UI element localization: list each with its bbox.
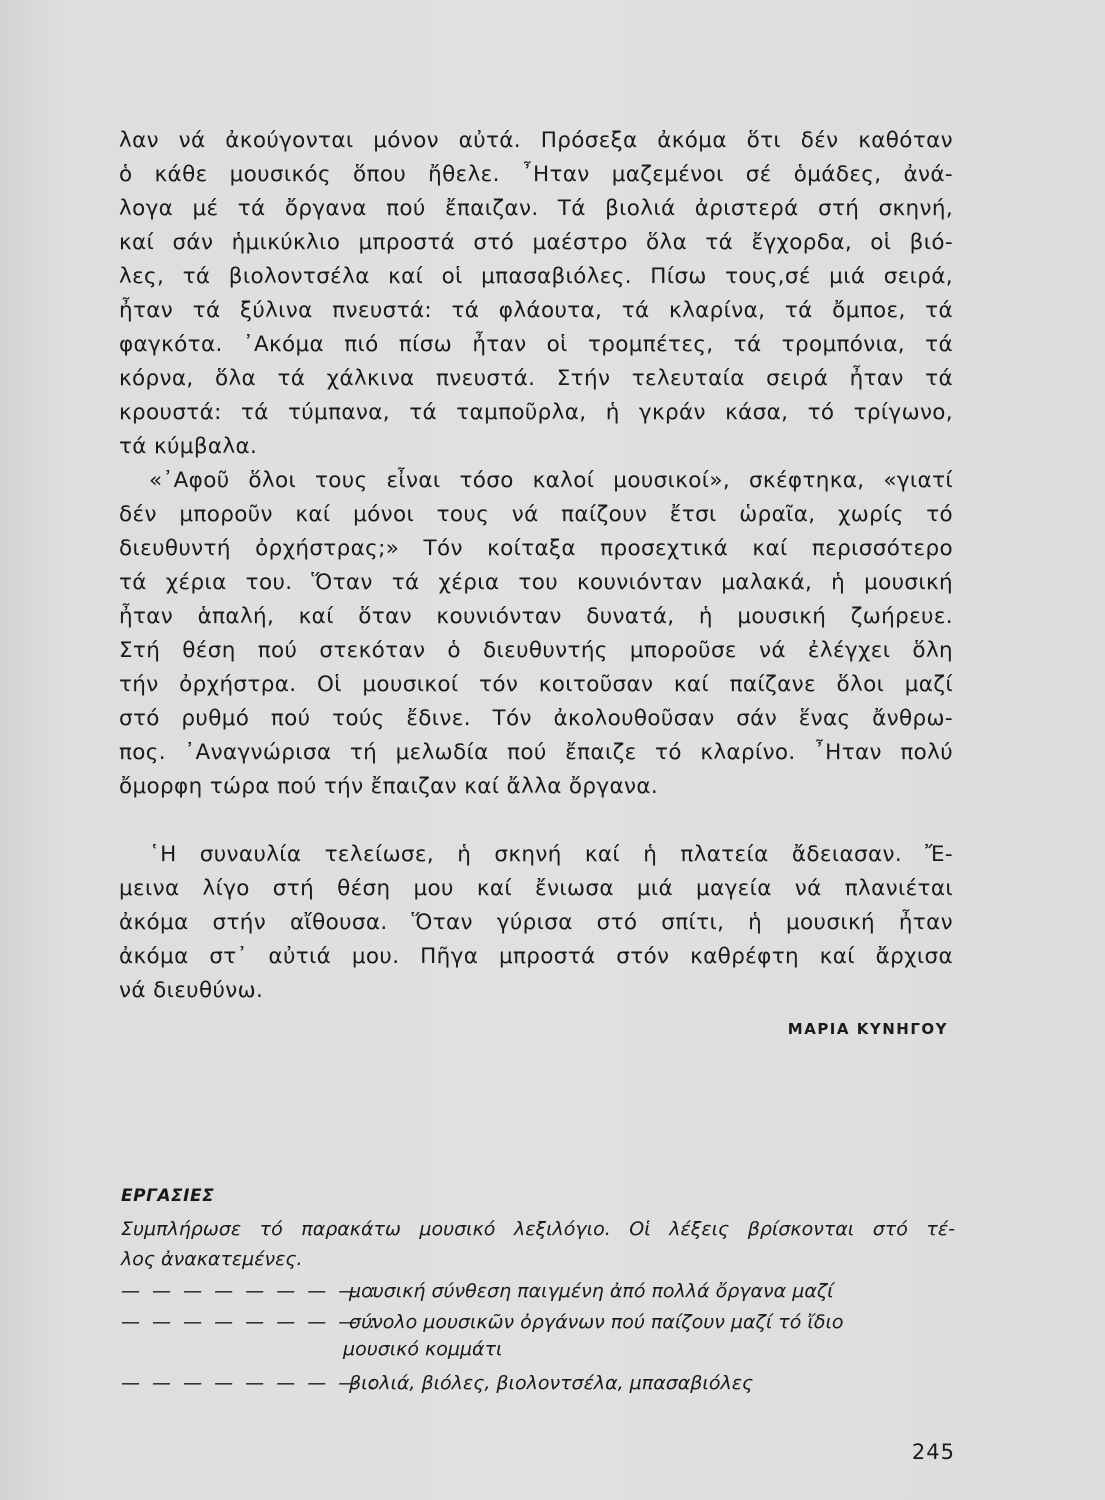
glossary-item: [121, 1307, 955, 1337]
exercise-instruction: Συμπλήρωσε τό παρακάτω μουσικό λεξιλόγιο. Οἱ λέξεις βρίσκονται στό τέ-: [121, 1218, 955, 1240]
body-line: μεινα λίγο στή θέση μου καί ἔνιωσα μιά μαγεία νά πλανιέται: [119, 876, 953, 901]
exercise-instruction: λος ἀνακατεμένες.: [121, 1248, 303, 1270]
body-line: ὄμορφη τώρα πού τήν ἔπαιζαν καί ἄλλα ὄργανα.: [119, 774, 659, 799]
body-line: ὁ κάθε μουσικός ὅπου ἤθελε. ῏Ηταν μαζεμένοι σέ ὁμάδες, ἀνά-: [119, 162, 953, 187]
body-line: λες, τά βιολοντσέλα καί οἱ μπασαβιόλες. Πίσω τους,σέ μιά σειρά,: [119, 264, 953, 289]
body-line: στό ρυθμό πού τούς ἔδινε. Τόν ἀκολουθοῦσαν σάν ἕνας ἄνθρω-: [119, 706, 953, 731]
fill-in-blank: — — — — — — — — :: [121, 1372, 379, 1394]
body-line: καί σάν ἡμικύκλιο μπροστά στό μαέστρο ὅλα τά ἔγχορδα, οἱ βιό-: [119, 230, 953, 255]
body-line: διευθυντή ὀρχήστρας;» Τόν κοίταξα προσεχτικά καί περισσότερο: [119, 536, 953, 561]
body-line: Στή θέση πού στεκόταν ὁ διευθυντής μποροῦσε νά ἐλέγχει ὅλη: [119, 638, 953, 663]
body-line: ἦταν ἁπαλή, καί ὅταν κουνιόνταν δυνατά, ἡ μουσική ζωήρευε.: [119, 604, 953, 629]
body-line: τά χέρια του. Ὅταν τά χέρια του κουνιόνταν μαλακά, ἡ μουσική: [119, 570, 953, 595]
body-line: τά κύμβαλα.: [119, 434, 258, 459]
exercises-title: ΕΡΓΑΣΙΕΣ: [121, 1186, 215, 1206]
body-line: πος. ᾿Αναγνώρισα τή μελωδία πού ἔπαιζε τό κλαρίνο. ῏Ηταν πολύ: [119, 740, 953, 765]
body-line: ἀκόμα στ᾿ αὐτιά μου. Πῆγα μπροστά στόν καθρέφτη καί ἄρχισα: [119, 944, 953, 969]
body-line: νά διευθύνω.: [119, 978, 264, 1003]
glossary-item: [121, 1368, 955, 1398]
body-line: λαν νά ἀκούγονται μόνον αὐτά. Πρόσεξα ἀκόμα ὅτι δέν καθόταν: [119, 128, 953, 153]
glossary-definition: μουσική σύνθεση παιγμένη ἀπό πολλά ὄργανα μαζί: [349, 1280, 834, 1302]
author-signature: ΜΑΡΙΑ ΚΥΝΗΓΟΥ: [787, 1020, 948, 1038]
glossary-definition: σύνολο μουσικῶν ὀργάνων πού παίζουν μαζί τό ἴδιο: [349, 1311, 844, 1333]
body-line: φαγκότα. ᾿Ακόμα πιό πίσω ἦταν οἱ τρομπέτες, τά τρομπόνια, τά: [119, 332, 953, 357]
body-line: κόρνα, ὅλα τά χάλκινα πνευστά. Στήν τελευταία σειρά ἦταν τά: [119, 366, 953, 391]
glossary-definition: βιολιά, βιόλες, βιολοντσέλα, μπασαβιόλες: [349, 1372, 754, 1394]
body-line: ῾Η συναυλία τελείωσε, ἡ σκηνή καί ἡ πλατεία ἄδειασαν. Ἔ-: [149, 842, 953, 867]
glossary-item: [121, 1276, 955, 1306]
body-line: ἦταν τά ξύλινα πνευστά: τά φλάουτα, τά κλαρίνα, τά ὄμποε, τά: [119, 298, 953, 323]
body-line: τήν ὀρχήστρα. Οἱ μουσικοί τόν κοιτοῦσαν καί παίζανε ὅλοι μαζί: [119, 672, 953, 697]
fill-in-blank: — — — — — — — — :: [121, 1280, 379, 1302]
body-line: ἀκόμα στήν αἴθουσα. Ὅταν γύρισα στό σπίτι, ἡ μουσική ἦταν: [119, 910, 953, 935]
body-line: λογα μέ τά ὄργανα πού ἔπαιζαν. Τά βιολιά ἀριστερά στή σκηνή,: [119, 196, 953, 221]
body-line: «᾿Αφοῦ ὅλοι τους εἶναι τόσο καλοί μουσικοί», σκέφτηκα, «γιατί: [149, 468, 953, 493]
body-line: κρουστά: τά τύμπανα, τά ταμποῦρλα, ἡ γκράν κάσα, τό τρίγωνο,: [119, 400, 953, 425]
fill-in-blank: — — — — — — — — :: [121, 1311, 379, 1333]
body-line: δέν μποροῦν καί μόνοι τους νά παίζουν ἔτσι ὡραῖα, χωρίς τό: [119, 502, 953, 527]
glossary-continuation: μουσικό κομμάτι: [343, 1338, 503, 1360]
page-number: 245: [911, 1440, 955, 1464]
